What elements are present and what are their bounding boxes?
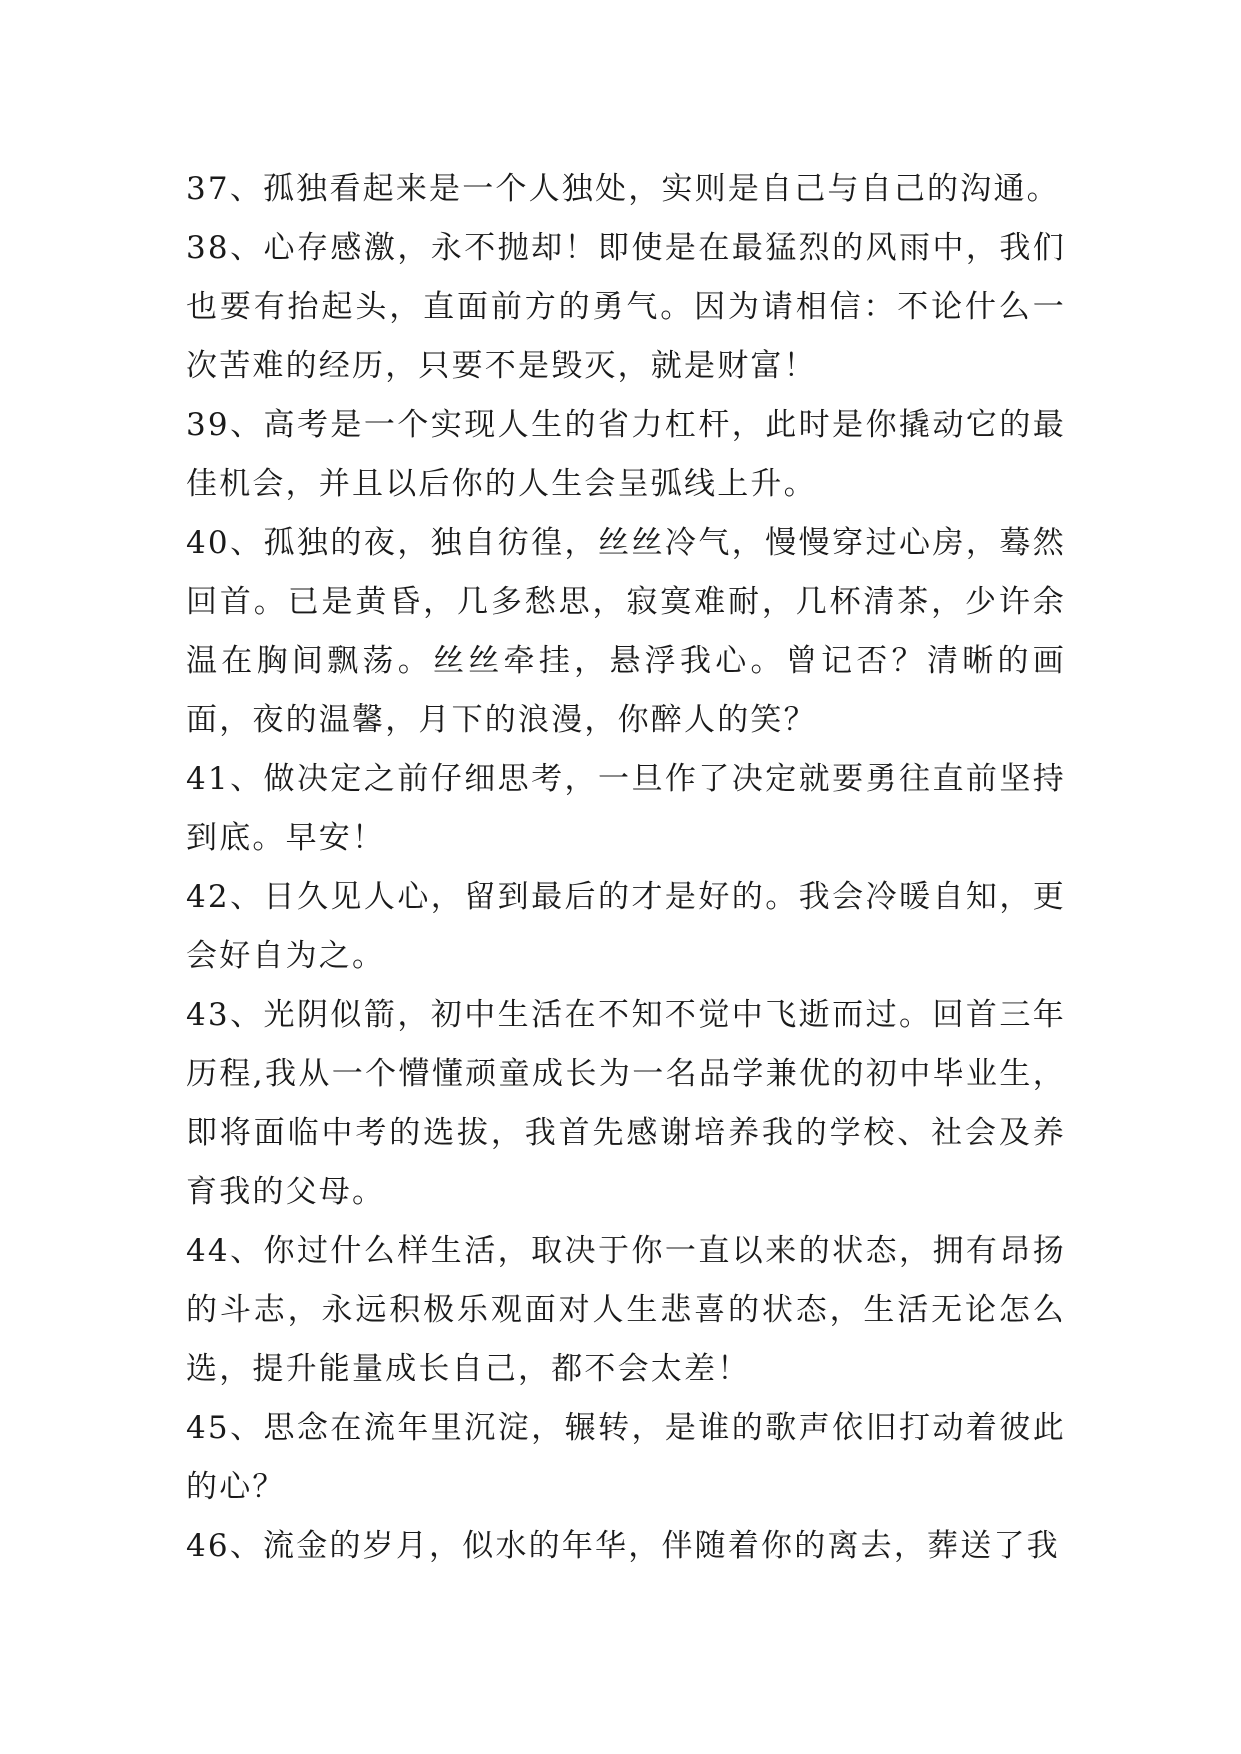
paragraph-43: 43、光阴似箭，初中生活在不知不觉中飞逝而过。回首三年历程,我从一个懵懂顽童成长为一名品学兼优的初中毕业生，即将面临中考的选拔，我首先感谢培养我的学校、社会及养育我的父母。: [186, 997, 1066, 1210]
paragraph-40: 40、孤独的夜，独自彷徨，丝丝冷气，慢慢穿过心房，蓦然回首。已是黄昏，几多愁思，寂寞难耐，几杯清茶，少许余温在胸间飘荡。丝丝牵挂，悬浮我心。曾记否？清晰的画面，夜的温馨，月下的浪漫，你醉人的笑？: [186, 525, 1066, 738]
paragraph-37: 37、孤独看起来是一个人独处，实则是自己与自己的沟通。: [186, 171, 1060, 207]
document-body: [186, 160, 1066, 1576]
paragraph-46: 46、流金的岁月，似水的年华，伴随着你的离去，葬送了我: [186, 1528, 1060, 1564]
paragraph-38: 38、心存感激，永不抛却！即使是在最猛烈的风雨中，我们也要有抬起头，直面前方的勇气。因为请相信：不论什么一次苦难的经历，只要不是毁灭，就是财富！: [186, 230, 1066, 384]
paragraph-44: 44、你过什么样生活，取决于你一直以来的状态，拥有昂扬的斗志，永远积极乐观面对人生悲喜的状态，生活无论怎么选，提升能量成长自己，都不会太差！: [186, 1233, 1066, 1387]
paragraph-45: 45、思念在流年里沉淀，辗转，是谁的歌声依旧打动着彼此的心？: [186, 1410, 1066, 1505]
paragraph-42: 42、日久见人心，留到最后的才是好的。我会冷暖自知，更会好自为之。: [186, 879, 1066, 974]
paragraph-39: 39、高考是一个实现人生的省力杠杆，此时是你撬动它的最佳机会，并且以后你的人生会呈弧线上升。: [186, 407, 1066, 502]
paragraph-41: 41、做决定之前仔细思考，一旦作了决定就要勇往直前坚持到底。早安！: [186, 761, 1066, 856]
